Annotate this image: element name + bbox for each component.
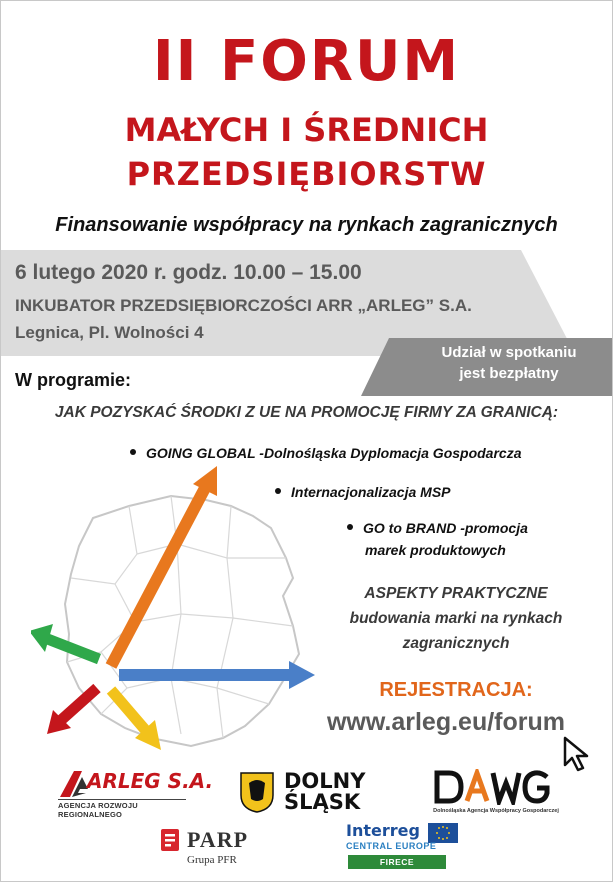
program-item: [275, 481, 451, 503]
parp-name: PARP: [187, 827, 249, 852]
poland-map-arrows: [31, 466, 331, 766]
interreg-project-badge: FIRECE: [348, 855, 446, 869]
title-line-3: PRZEDSIĘBIORSTW: [126, 155, 487, 193]
pointer-cursor-icon: [562, 735, 596, 773]
program-question: JAK POZYSKAĆ ŚRODKI Z UE NA PROMOCJĘ FIRMY ZA GRANICĄ:: [54, 404, 559, 421]
program-item-label: GO to BRAND -promocja: [363, 520, 528, 536]
dawg-logo-icon: [433, 769, 553, 805]
event-address: Legnica, Pl. Wolności 4: [15, 323, 204, 342]
program-item-continuation: marek produktowych: [365, 542, 506, 558]
bullet-icon: [347, 524, 353, 530]
parp-logo-icon: [159, 827, 181, 853]
registration-label: REJESTRACJA:: [379, 679, 533, 701]
program-item: [130, 442, 522, 464]
event-date: 6 lutego 2020 r. godz. 10.00 – 15.00: [15, 261, 362, 284]
aspects-block: [311, 581, 601, 656]
dolny-slask-crest-icon: [239, 771, 275, 813]
program-item-label: GOING GLOBAL -Dolnośląska Dyplomacja Gospodarcza: [146, 445, 522, 461]
aspects-line-3: zagranicznych: [402, 635, 510, 652]
aspects-line-1: ASPEKTY PRAKTYCZNE: [364, 585, 548, 602]
interreg-region: CENTRAL EUROPE: [346, 841, 437, 851]
dawg-subtitle: Dolnośląska Agencja Współpracy Gospodarczej: [433, 808, 559, 814]
bullet-icon: [275, 488, 281, 494]
dolny-slask-wordmark: [284, 771, 365, 813]
program-item-label: Internacjonalizacja MSP: [291, 484, 451, 500]
title-line-2: MAŁYCH I ŚREDNICH: [124, 111, 489, 149]
parp-subtitle: Grupa PFR: [187, 854, 237, 866]
arleg-subtitle: AGENCJA ROZWOJU REGIONALNEGO: [58, 799, 186, 819]
title-line-1: II FORUM: [152, 29, 461, 94]
free-badge-text: [411, 342, 607, 384]
program-item: [347, 517, 577, 561]
interreg-name: Interreg: [346, 821, 420, 840]
subtitle: Finansowanie współpracy na rynkach zagranicznych: [55, 214, 558, 236]
ds-line-2: ŚLĄSK: [284, 790, 361, 814]
free-badge-line-1: Udział w spotkaniu: [441, 344, 577, 361]
aspects-line-2: budowania marki na rynkach: [349, 610, 563, 627]
free-badge-line-2: jest bezpłatny: [459, 365, 559, 382]
eu-flag-icon: [428, 823, 458, 843]
registration-link[interactable]: www.arleg.eu/forum: [326, 708, 565, 736]
event-venue: INKUBATOR PRZEDSIĘBIORCZOŚCI ARR „ARLEG” S.A.: [15, 296, 472, 315]
ds-line-1: DOLNY: [284, 769, 366, 793]
bullet-icon: [130, 449, 136, 455]
arleg-name: ARLEG S.A.: [87, 769, 214, 793]
program-heading: W programie:: [15, 370, 132, 390]
